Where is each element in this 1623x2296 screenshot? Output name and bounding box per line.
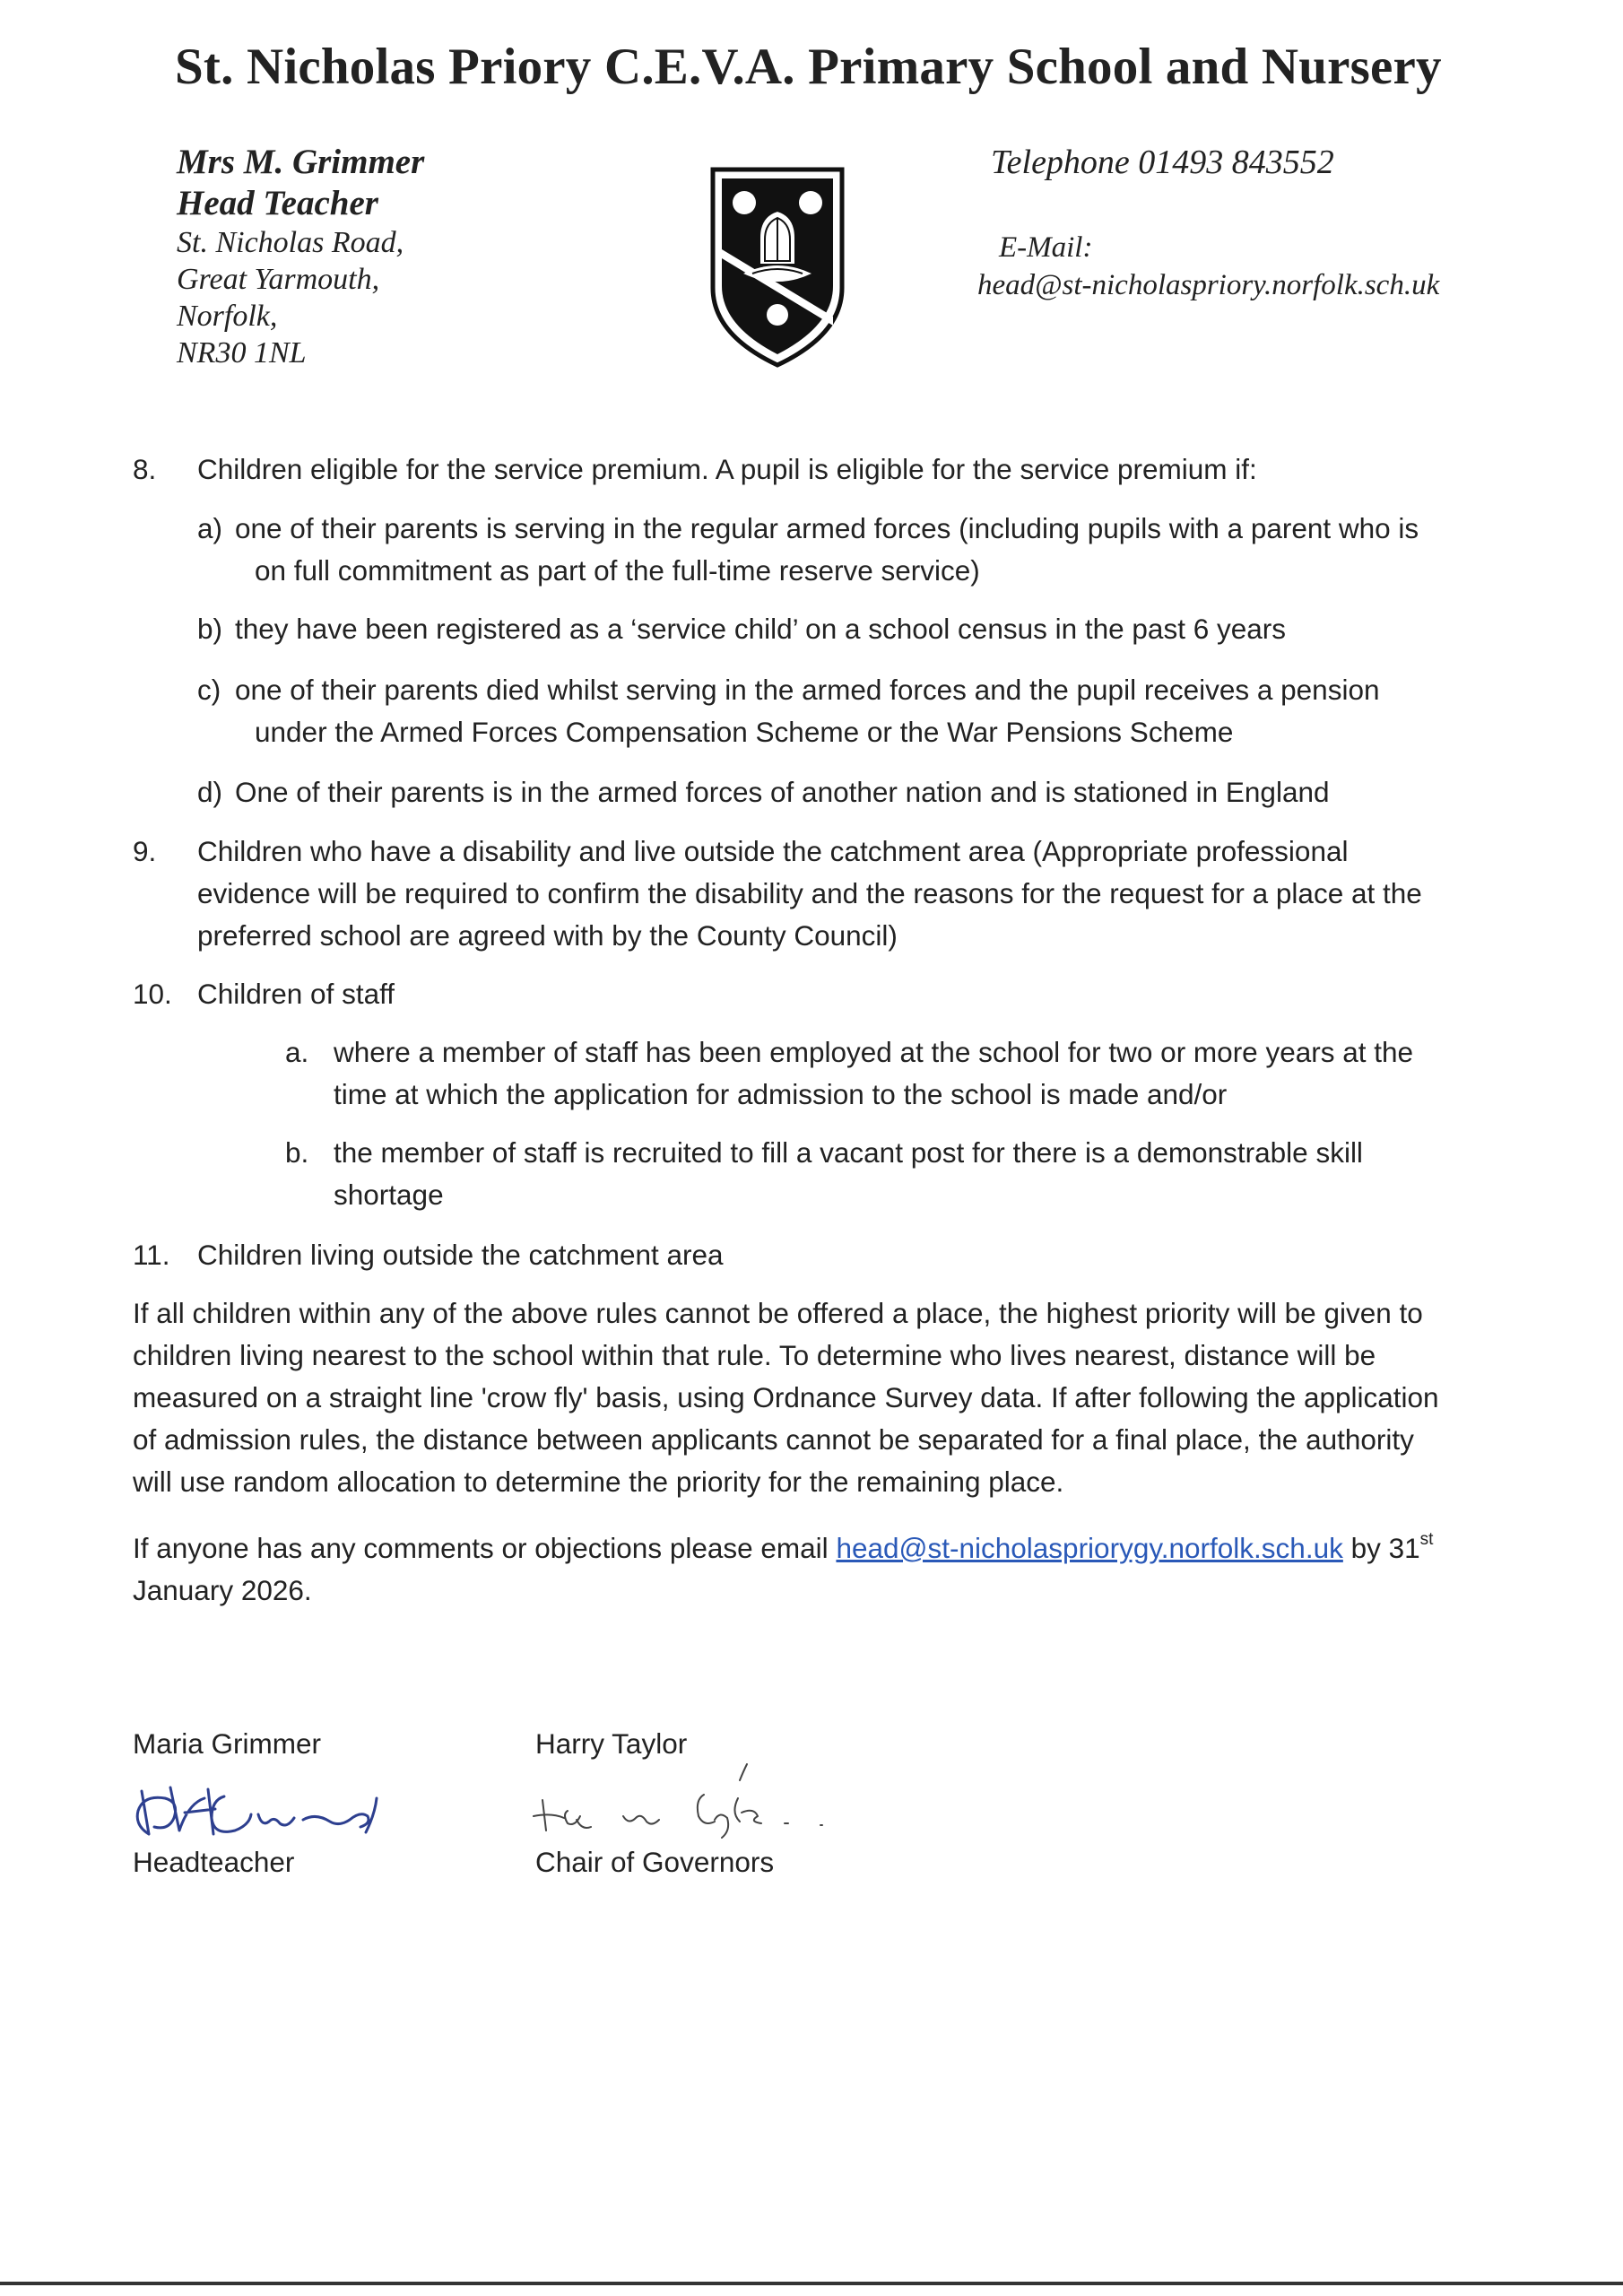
rule-8b-line: they have been registered as a ‘service child’ on a school census in the past 6 years <box>235 613 1287 645</box>
signatory-role: Chair of Governors <box>535 1846 775 1878</box>
page-bottom-rule <box>0 2282 1623 2285</box>
rule-8b-label: b) <box>197 613 223 645</box>
tiebreak-line: will use random allocation to determine the priority for the remaining place. <box>133 1465 1064 1498</box>
rule-8c-line: one of their parents died whilst serving in the armed forces and the pupil receives a pension <box>235 674 1380 706</box>
rule-11-text: Children living outside the catchment area <box>197 1239 724 1271</box>
rule-10b-line: shortage <box>334 1178 444 1211</box>
rule-9-line: Children who have a disability and live outside the catchment area (Appropriate professional <box>197 835 1349 867</box>
head-title: Head Teacher <box>177 184 378 222</box>
rule-10a-line: where a member of staff has been employed at the school for two or more years at the <box>334 1036 1414 1068</box>
signatory-name: Maria Grimmer <box>133 1727 321 1760</box>
rule-10-text: Children of staff <box>197 978 395 1010</box>
rule-9-number: 9. <box>133 835 157 867</box>
rule-10a-label: a. <box>285 1036 309 1068</box>
rule-8a-line: on full commitment as part of the full-time reserve service) <box>255 554 980 587</box>
rule-11-number: 11. <box>133 1239 170 1271</box>
address-line: Norfolk, <box>177 300 278 333</box>
school-email: head@st-nicholaspriory.norfolk.sch.uk <box>977 269 1440 301</box>
tiebreak-line: children living nearest to the school within that rule. To determine who lives nearest, distance will be <box>133 1339 1376 1371</box>
school-crest-shield-icon <box>707 164 847 370</box>
rule-8-text: Children eligible for the service premium. A pupil is eligible for the service premium if: <box>197 453 1257 485</box>
rule-8 <box>133 448 156 491</box>
tiebreak-line: of admission rules, the distance between applicants cannot be separated for a final place, the authority <box>133 1423 1414 1456</box>
chair-signature-image <box>516 1744 892 1843</box>
comments-email-link[interactable]: head@st-nicholasprioryg​y.norfolk.sch.uk <box>836 1532 1343 1564</box>
rule-8a-line: one of their parents is serving in the regular armed forces (including pupils with a parent who is <box>235 512 1419 544</box>
address-line: NR30 1NL <box>177 336 307 370</box>
rule-number: 8. <box>133 453 157 485</box>
telephone: Telephone 01493 843552 <box>991 144 1334 181</box>
rule-10-number: 10. <box>133 978 172 1010</box>
address-line: Great Yarmouth, <box>177 263 380 296</box>
address-line: St. Nicholas Road, <box>177 226 404 259</box>
school-name: St. Nicholas Priory C.E.V.A. Primary School and Nursery <box>175 39 1442 95</box>
head-teacher-block <box>177 142 424 371</box>
rule-8a-label: a) <box>197 512 223 544</box>
email-label: E-Mail: <box>999 231 1093 264</box>
comments-deadline: by 31 <box>1342 1532 1420 1564</box>
signatory-name: Harry Taylor <box>535 1727 688 1760</box>
rule-10b-line: the member of staff is recruited to fill a vacant post for there is a demonstrable skill <box>334 1136 1363 1169</box>
headteacher-signature-image <box>126 1771 430 1848</box>
contact-block <box>977 142 1439 303</box>
head-name: Mrs M. Grimmer <box>177 143 425 181</box>
rule-9-line: preferred school are agreed with by the County Council) <box>197 919 898 952</box>
rule-10a-line: time at which the application for admission to the school is made and/or <box>334 1078 1228 1110</box>
comments-line-2: January 2026. <box>133 1574 312 1606</box>
tiebreak-line: measured on a straight line 'crow fly' basis, using Ordnance Survey data. If after following the application <box>133 1381 1439 1413</box>
comments-prefix: If anyone has any comments or objections please email <box>133 1532 837 1564</box>
comments-ordinal: st <box>1419 1529 1434 1549</box>
rule-8d-line: One of their parents is in the armed forces of another nation and is stationed in England <box>235 776 1330 808</box>
comments-line <box>133 1527 1433 1570</box>
rule-8c-line: under the Armed Forces Compensation Scheme or the War Pensions Scheme <box>255 716 1234 748</box>
rule-9-line: evidence will be required to confirm the disability and the reasons for the request for a place at the <box>197 877 1422 909</box>
rule-10b-label: b. <box>285 1136 309 1169</box>
tiebreak-line: If all children within any of the above rules cannot be offered a place, the highest priority will be given to <box>133 1297 1423 1329</box>
rule-8c-label: c) <box>197 674 221 706</box>
signatory-role: Headteacher <box>133 1846 295 1878</box>
rule-8d-label: d) <box>197 776 223 808</box>
